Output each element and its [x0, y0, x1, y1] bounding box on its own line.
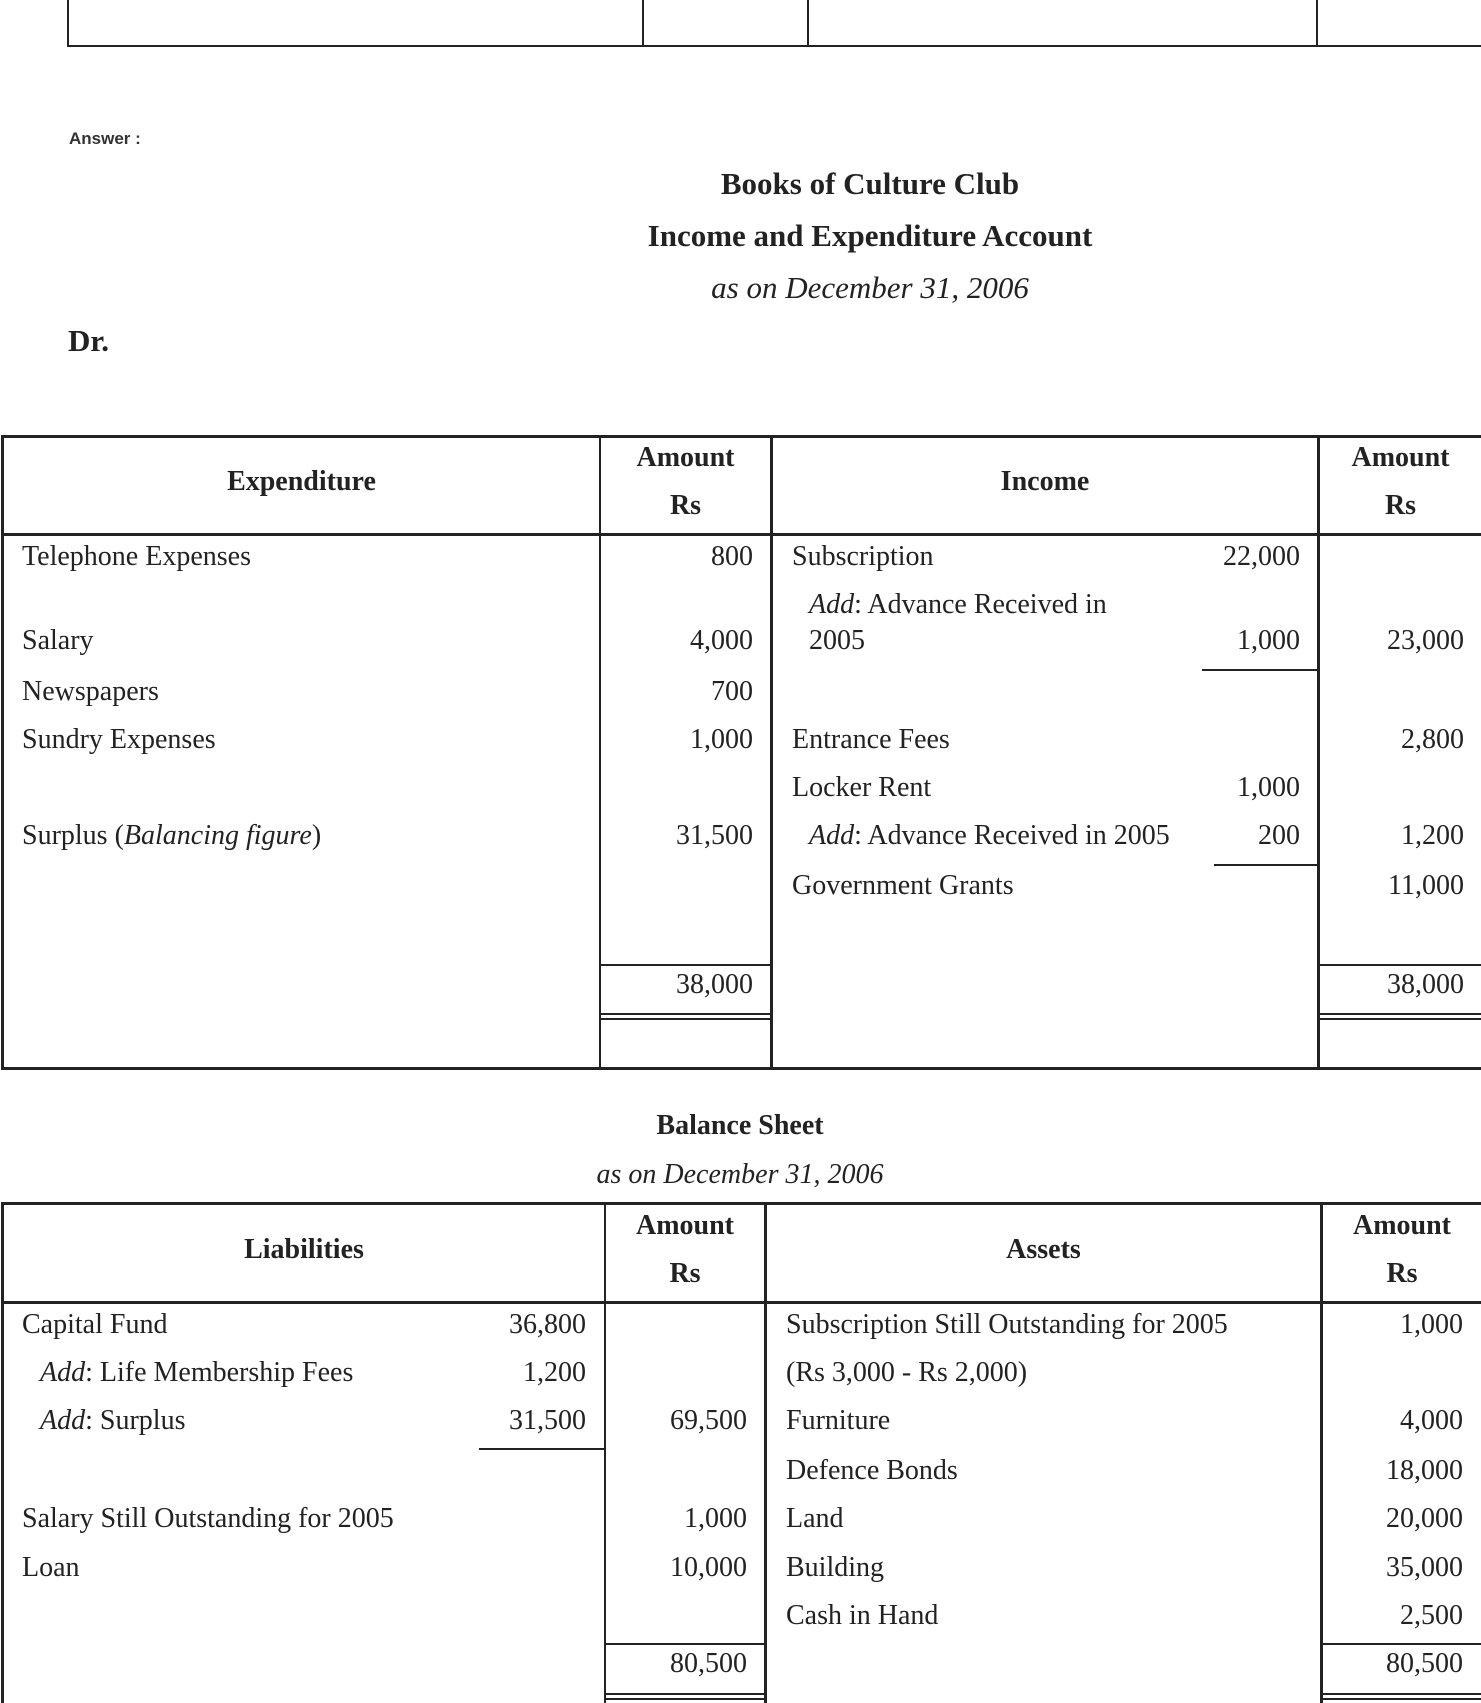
account-date: as on December 31, 2006: [711, 270, 1029, 305]
liab-salary-label: Salary Still Outstanding for 2005: [22, 1503, 394, 1534]
dr-label: Dr.: [68, 323, 110, 358]
inc-subscription-label: Subscription: [792, 541, 934, 572]
liab-capital-label: Capital Fund: [22, 1309, 168, 1340]
inc-entrance-label: Entrance Fees: [792, 724, 950, 755]
asset-subscription-amount: 1,000: [1400, 1309, 1463, 1340]
liab-total: 80,500: [670, 1648, 747, 1679]
asset-bonds-amount: 18,000: [1386, 1455, 1463, 1486]
liab-loan-label: Loan: [22, 1552, 80, 1583]
asset-furniture-amount: 4,000: [1400, 1405, 1463, 1436]
bs-title: Balance Sheet: [656, 1110, 824, 1141]
org-title: Books of Culture Club: [720, 166, 1020, 201]
exp-surplus-label: Surplus (Balancing figure): [22, 820, 322, 851]
liab-life-inner: 1,200: [523, 1357, 586, 1388]
exp-telephone-label: Telephone Expenses: [22, 541, 251, 572]
inc-subscription-inner: 22,000: [1223, 541, 1300, 572]
header-amount-assets: Amount: [1352, 1210, 1451, 1241]
liab-capital-amount: 69,500: [670, 1405, 747, 1436]
inc-grants-amount: 11,000: [1388, 870, 1464, 901]
exp-salary-label: Salary: [22, 625, 94, 656]
header-rs-cr: Rs: [1384, 490, 1417, 521]
exp-sundry-label: Sundry Expenses: [22, 724, 216, 755]
inc-adv-locker-inner: 200: [1258, 820, 1300, 851]
inc-grants-label: Government Grants: [792, 870, 1014, 901]
liab-loan-amount: 10,000: [670, 1552, 747, 1583]
header-rs-assets: Rs: [1386, 1258, 1418, 1289]
exp-total: 38,000: [676, 969, 753, 1000]
asset-building-label: Building: [786, 1552, 885, 1583]
exp-salary-amount: 4,000: [690, 625, 753, 656]
header-income: Income: [1000, 466, 1090, 497]
liab-life-label: Add: Life Membership Fees: [40, 1357, 354, 1388]
inc-entrance-amount: 2,800: [1401, 724, 1464, 755]
exp-surplus-amount: 31,500: [676, 820, 753, 851]
liab-capital-inner: 36,800: [509, 1309, 586, 1340]
asset-subscription-label: Subscription Still Outstanding for 2005: [786, 1309, 1228, 1340]
inc-subscription-amount: 23,000: [1387, 625, 1464, 656]
asset-land-amount: 20,000: [1386, 1503, 1463, 1534]
header-rs-dr: Rs: [669, 490, 702, 521]
asset-furniture-label: Furniture: [786, 1405, 891, 1436]
liab-surplus-inner: 31,500: [509, 1405, 586, 1436]
inc-adv-sub-label: Add: Advance Received in: [809, 589, 1107, 620]
header-assets: Assets: [1006, 1234, 1081, 1265]
asset-total: 80,500: [1386, 1648, 1463, 1679]
asset-land-label: Land: [786, 1503, 844, 1534]
inc-locker-label: Locker Rent: [792, 772, 932, 803]
exp-sundry-amount: 1,000: [690, 724, 753, 755]
exp-newspapers-amount: 700: [711, 676, 753, 707]
inc-adv-locker-label: Add: Advance Received in 2005: [809, 820, 1170, 851]
header-amount-liab: Amount: [635, 1210, 734, 1241]
asset-cash-amount: 2,500: [1400, 1600, 1463, 1631]
bs-date: as on December 31, 2006: [596, 1159, 884, 1190]
asset-building-amount: 35,000: [1386, 1552, 1463, 1583]
header-amount-cr: Amount: [1351, 442, 1450, 473]
header-liabilities: Liabilities: [244, 1234, 364, 1265]
inc-locker-inner: 1,000: [1237, 772, 1300, 803]
inc-total: 38,000: [1387, 969, 1464, 1000]
account-title: Income and Expenditure Account: [647, 218, 1093, 253]
asset-bonds-label: Defence Bonds: [786, 1455, 958, 1486]
liab-salary-amount: 1,000: [684, 1503, 747, 1534]
exp-telephone-amount: 800: [711, 541, 753, 572]
inc-adv-sub-year: 2005: [809, 625, 865, 656]
asset-cash-label: Cash in Hand: [786, 1600, 939, 1631]
answer-label: Answer :: [69, 129, 141, 148]
inc-locker-amount: 1,200: [1401, 820, 1464, 851]
asset-subscription-calc: (Rs 3,000 - Rs 2,000): [786, 1357, 1028, 1388]
header-rs-liab: Rs: [669, 1258, 701, 1289]
exp-newspapers-label: Newspapers: [22, 676, 159, 707]
inc-adv-sub-inner: 1,000: [1237, 625, 1300, 656]
header-amount-dr: Amount: [636, 442, 735, 473]
header-expenditure: Expenditure: [227, 466, 376, 497]
liab-surplus-label: Add: Surplus: [40, 1405, 186, 1436]
